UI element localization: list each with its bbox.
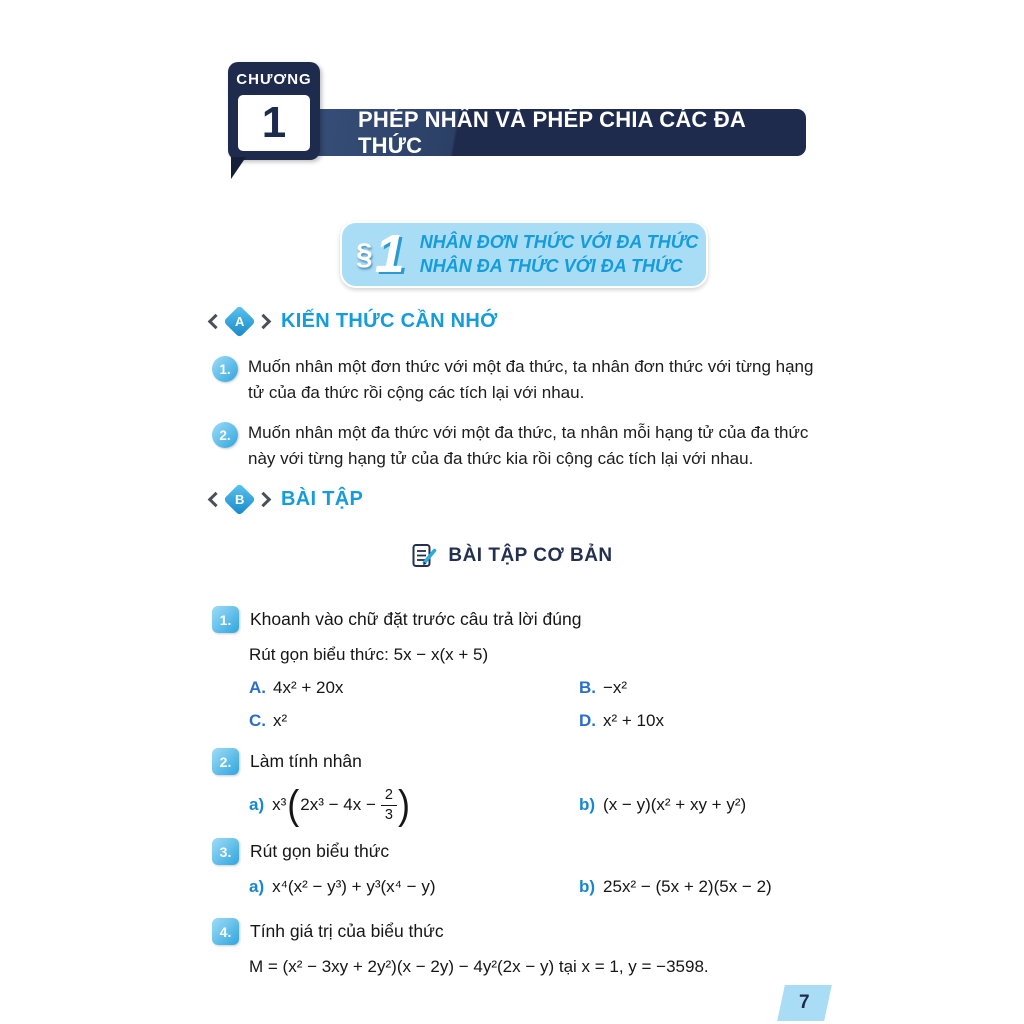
part-label: b) bbox=[579, 795, 596, 815]
knowledge-item bbox=[212, 420, 832, 473]
item-number-badge: 1. bbox=[212, 356, 238, 382]
part-a bbox=[249, 877, 579, 897]
section-badge-b-letter: B bbox=[234, 491, 245, 507]
exercise-title: Rút gọn biểu thức bbox=[250, 841, 390, 861]
big-paren-close: ) bbox=[397, 781, 410, 828]
lesson-title-line-1: NHÂN ĐƠN THỨC VỚI ĐA THỨC bbox=[419, 232, 699, 253]
chevron-left-icon bbox=[208, 314, 224, 330]
exercise-title: Tính giá trị của biểu thức bbox=[250, 921, 444, 941]
exercise-title: Khoanh vào chữ đặt trước câu trả lời đúng bbox=[250, 609, 582, 629]
option-value: x² + 10x bbox=[603, 711, 664, 730]
chevron-right-icon bbox=[256, 314, 272, 330]
item-text: Muốn nhân một đa thức với một đa thức, ta nhân mỗi hạng tử của đa thức này với từng hạng tử của đa thức kia rồi cộng các tích lại với nhau. bbox=[248, 423, 809, 469]
exercise-1 bbox=[212, 606, 842, 731]
exercise-number-chip: 2. bbox=[212, 748, 239, 775]
answer-option bbox=[579, 678, 842, 698]
knowledge-item bbox=[212, 354, 832, 407]
lesson-titles bbox=[420, 231, 699, 278]
chapter-badge bbox=[228, 62, 320, 160]
exercise-number-chip: 3. bbox=[212, 838, 239, 865]
notebook-pencil-icon bbox=[411, 542, 438, 570]
part-expression-inner: 2x³ − 4x − bbox=[300, 795, 376, 815]
answer-option bbox=[579, 711, 842, 731]
chevron-right-icon bbox=[256, 492, 272, 508]
answer-options bbox=[249, 678, 842, 731]
lesson-title-line-2: NHÂN ĐA THỨC VỚI ĐA THỨC bbox=[419, 255, 683, 276]
badge-ribbon-icon bbox=[231, 157, 246, 179]
fraction bbox=[381, 787, 397, 823]
part-label: b) bbox=[579, 877, 596, 896]
exercise-head bbox=[212, 918, 842, 945]
exercise-parts bbox=[249, 781, 842, 828]
part-b bbox=[579, 877, 842, 897]
answer-option bbox=[249, 711, 579, 731]
fraction-numerator: 2 bbox=[381, 787, 397, 806]
option-value: x² bbox=[273, 711, 288, 730]
part-a bbox=[249, 781, 579, 828]
exercise-2 bbox=[212, 748, 842, 828]
fraction-denominator: 3 bbox=[384, 806, 393, 823]
part-expression: (x − y)(x² + xy + y²) bbox=[603, 795, 747, 815]
part-expression-prefix: x³ bbox=[272, 795, 287, 815]
page-number: 7 bbox=[799, 992, 810, 1013]
exercise-number-chip: 4. bbox=[212, 918, 239, 945]
section-a-header bbox=[210, 310, 498, 333]
item-text: Muốn nhân một đơn thức với một đa thức, ta nhân đơn thức với từng hạng tử của đa thức rồi cộng các tích lại với nhau. bbox=[248, 357, 814, 403]
basic-exercises-header bbox=[0, 542, 1024, 570]
option-letter: A. bbox=[249, 678, 266, 697]
option-value: −x² bbox=[603, 678, 628, 697]
part-label: a) bbox=[249, 877, 265, 896]
exercise-title: Làm tính nhân bbox=[250, 751, 362, 771]
chevron-left-icon bbox=[208, 492, 224, 508]
section-badge-a bbox=[223, 305, 256, 338]
exercise-4 bbox=[212, 918, 842, 977]
chapter-number-box bbox=[238, 95, 310, 151]
answer-option bbox=[249, 678, 579, 698]
part-expression: 25x² − (5x + 2)(5x − 2) bbox=[603, 877, 772, 896]
exercise-parts bbox=[249, 877, 842, 897]
option-value: 4x² + 20x bbox=[273, 678, 344, 697]
chapter-label: CHƯƠNG bbox=[236, 71, 312, 88]
section-b-title: BÀI TẬP bbox=[281, 488, 364, 510]
exercise-head bbox=[212, 606, 842, 633]
section-badge-a-letter: A bbox=[234, 313, 245, 329]
option-letter: B. bbox=[579, 678, 596, 697]
option-letter: C. bbox=[249, 711, 266, 730]
section-b-header bbox=[210, 488, 363, 511]
item-number-badge: 2. bbox=[212, 422, 238, 448]
big-paren-open: ( bbox=[287, 781, 300, 828]
chapter-title: PHÉP NHÂN VÀ PHÉP CHIA CÁC ĐA THỨC bbox=[358, 106, 746, 158]
chapter-title-banner bbox=[258, 106, 806, 158]
section-badge-b bbox=[223, 483, 256, 516]
part-b bbox=[579, 795, 842, 815]
exercise-3 bbox=[212, 838, 842, 897]
lesson-number: 1 bbox=[374, 224, 405, 285]
page-number-tab bbox=[777, 985, 832, 1021]
option-letter: D. bbox=[579, 711, 596, 730]
exercise-prompt: Rút gọn biểu thức: 5x − x(x + 5) bbox=[249, 645, 489, 664]
basic-exercises-title: BÀI TẬP CƠ BẢN bbox=[448, 545, 613, 566]
expression-m: M = (x² − 3xy + 2y²)(x − 2y) − 4y²(2x − y) tại x = 1, y = −3598. bbox=[249, 957, 709, 976]
part-label: a) bbox=[249, 795, 265, 815]
part-expression: x⁴(x² − y³) + y³(x⁴ − y) bbox=[272, 877, 436, 896]
chapter-number: 1 bbox=[261, 98, 287, 147]
lesson-banner bbox=[340, 221, 708, 288]
exercise-head bbox=[212, 838, 842, 865]
exercise-head bbox=[212, 748, 842, 775]
exercise-number-chip: 1. bbox=[212, 606, 239, 633]
section-symbol: § bbox=[356, 237, 373, 271]
section-a-title: KIẾN THỨC CẦN NHỚ bbox=[281, 310, 498, 332]
